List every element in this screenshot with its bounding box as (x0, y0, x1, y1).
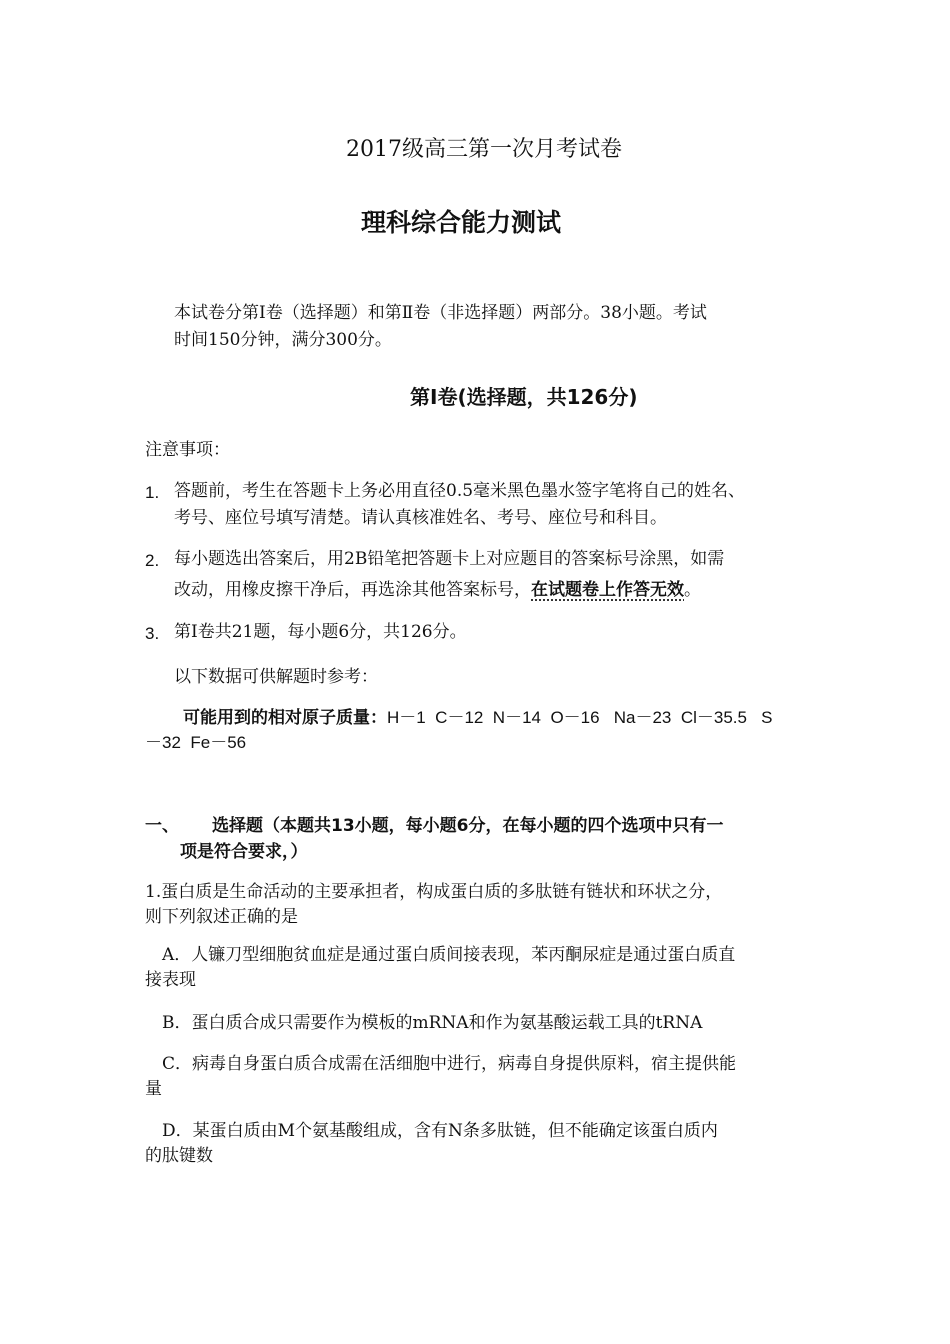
section1-line-1: 选择题（本题共13小题，每小题6分，在每小题的四个选项中只有一 (212, 816, 724, 836)
notice-item-1-number: 1. (145, 483, 160, 502)
part1-heading: 第Ⅰ卷(选择题，共126分) (410, 385, 638, 409)
option-b-line-1: B．蛋白质合成只需要作为模板的mRNA和作为氨基酸运载工具的tRNA (162, 1013, 703, 1033)
subject-title: 理科综合能力测试 (361, 208, 562, 237)
option-c-line-1: C．病毒自身蛋白质合成需在活细胞中进行，病毒自身提供原料，宿主提供能 (162, 1054, 737, 1074)
option-a-line-1: A．人镰刀型细胞贫血症是通过蛋白质间接表现，苯丙酮尿症是通过蛋白质直 (162, 945, 736, 965)
option-d-line-2: 的肽键数 (145, 1146, 213, 1166)
atomic-mass-values-2: －32 Fe－56 (145, 733, 247, 752)
notice-item-3-line-1: 第Ⅰ卷共21题，每小题6分，共126分。 (174, 622, 467, 642)
notice-label: 注意事项： (145, 440, 230, 460)
option-d-line-1: D．某蛋白质由M个氨基酸组成，含有N条多肽链，但不能确定该蛋白质内 (162, 1121, 718, 1141)
emphasis-text: 在试题卷上作答无效 (531, 580, 684, 600)
exam-title: 2017级高三第一次月考试卷 (346, 137, 622, 162)
notice-item-2-line-2-end: 。 (684, 580, 701, 600)
atomic-mass-line-1 (183, 706, 772, 730)
reference-note: 以下数据可供解题时参考： (174, 667, 378, 687)
notice-item-3-number: 3. (145, 624, 160, 643)
intro-line-1: 本试卷分第Ⅰ卷（选择题）和第Ⅱ卷（非选择题）两部分。38小题。考试 (174, 303, 707, 323)
option-a-line-2: 接表现 (145, 970, 196, 990)
notice-item-1-line-1: 答题前，考生在答题卡上务必用直径0.5毫米黑色墨水签字笔将自己的姓名、 (174, 481, 746, 501)
section1-number: 一、 (145, 816, 179, 836)
question1-stem-line-2: 则下列叙述正确的是 (145, 907, 298, 927)
notice-item-2-line-2 (174, 578, 701, 602)
notice-item-2-line-2-text: 改动，用橡皮擦干净后，再选涂其他答案标号， (174, 580, 531, 600)
intro-line-2: 时间150分钟，满分300分。 (174, 330, 392, 350)
notice-item-2-line-1: 每小题选出答案后，用2B铅笔把答题卡上对应题目的答案标号涂黑，如需 (174, 549, 725, 569)
notice-item-1-line-2: 考号、座位号填写清楚。请认真核准姓名、考号、座位号和科目。 (174, 508, 667, 528)
atomic-mass-values-1: H－1 C－12 N－14 O－16 Na－23 Cl－35.5 S (387, 708, 773, 727)
notice-item-2-number: 2. (145, 551, 160, 570)
option-c-line-2: 量 (145, 1079, 162, 1099)
atomic-mass-label: 可能用到的相对原子质量： (183, 708, 387, 728)
question1-stem-line-1: 1.蛋白质是生命活动的主要承担者，构成蛋白质的多肽链有链状和环状之分， (145, 882, 723, 902)
section1-line-2: 项是符合要求，） (180, 842, 308, 862)
